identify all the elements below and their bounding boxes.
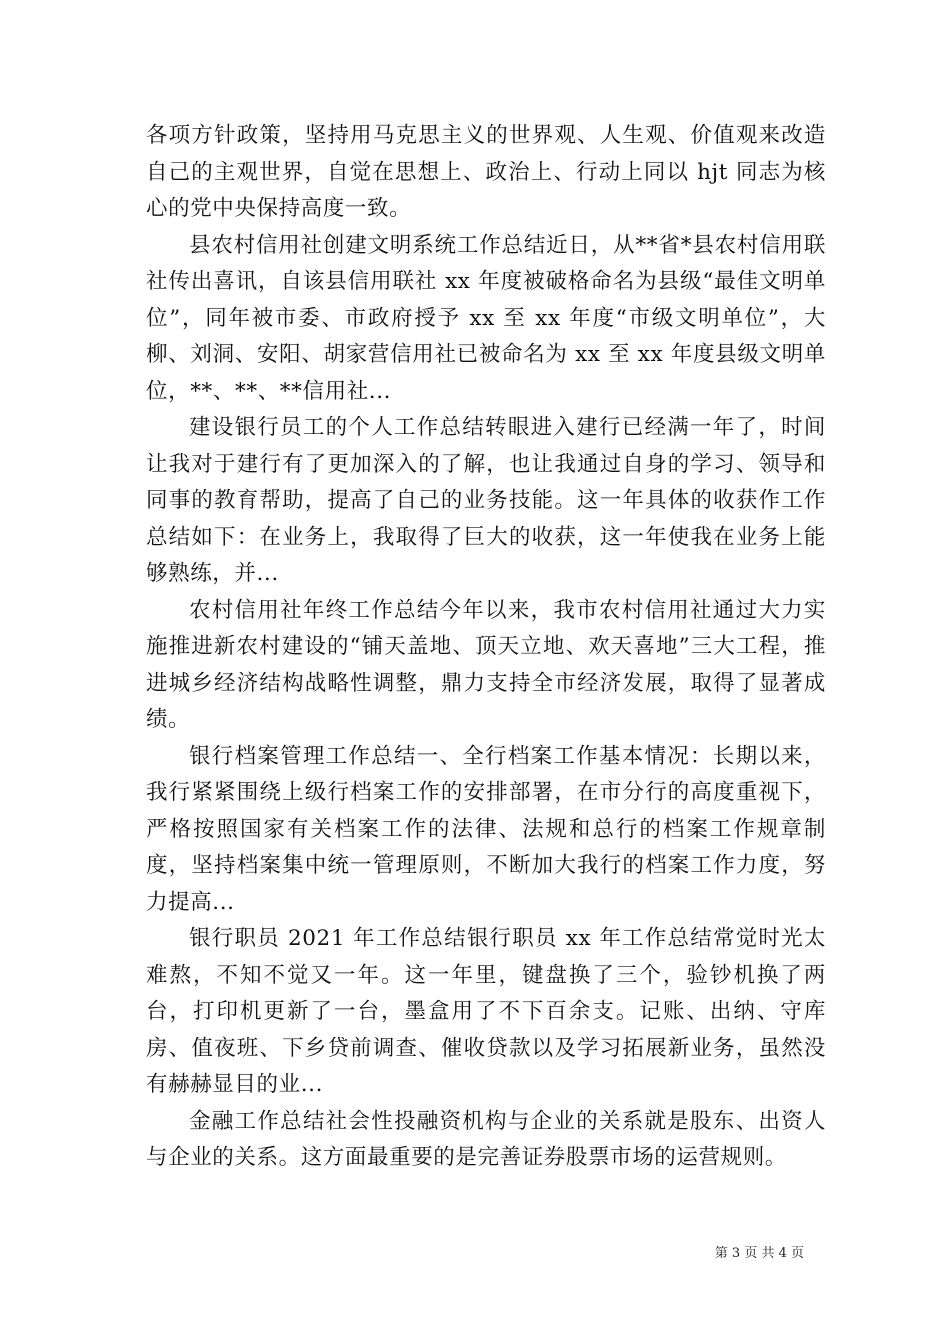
paragraph-rural-credit-year-end: 农村信用社年终工作总结今年以来，我市农村信用社通过大力实施推进新农村建设的“铺天盖地、顶天立地、欢天喜地”三大工程，推进城乡经济结构战略性调整，鼎力支持全市经济发展，取得了显著成绩。 xyxy=(146,597,826,732)
page-number: 第 3 页 共 4 页 xyxy=(714,1246,804,1261)
document-body xyxy=(146,118,826,1177)
paragraph-ccb-employee-summary: 建设银行员工的个人工作总结转眼进入建行已经满一年了，时间让我对于建行有了更加深入的了解，也让我通过自身的学习、领导和同事的教育帮助，提高了自己的业务技能。这一年具体的收获作工作总结如下：在业务上，我取得了巨大的收获，这一年使我在业务上能够熟练，并... xyxy=(146,415,826,586)
page-footer xyxy=(0,1245,950,1267)
paragraph-finance-summary: 金融工作总结社会性投融资机构与企业的关系就是股东、出资人与企业的关系。这方面最重要的是完善证券股票市场的运营规则。 xyxy=(146,1108,826,1170)
paragraph-bank-archives: 银行档案管理工作总结一、全行档案工作基本情况：长期以来，我行紧紧围绕上级行档案工作的安排部署，在市分行的高度重视下，严格按照国家有关档案工作的法律、法规和总行的档案工作规章制度，坚持档案集中统一管理原则，不断加大我行的档案工作力度，努力提高... xyxy=(146,743,826,915)
paragraph-continuation: 各项方针政策，坚持用马克思主义的世界观、人生观、价值观来改造自己的主观世界，自觉在思想上、政治上、行动上同以 hjt 同志为核心的党中央保持高度一致。 xyxy=(146,123,826,221)
paragraph-bank-clerk-2021: 银行职员 2021 年工作总结银行职员 xx 年工作总结常觉时光太难熬，不知不觉又一年。这一年里，键盘换了三个，验钞机换了两台，打印机更新了一台，墨盒用了不下百余支。记账、出纳、守库房、值夜班、下乡贷前调查、催收贷款以及学习拓展新业务，虽然没有赫赫显目的业... xyxy=(146,926,826,1097)
paragraph-credit-union-civilization: 县农村信用社创建文明系统工作总结近日，从**省*县农村信用联社传出喜讯，自该县信用联社 xx 年度被破格命名为县级“最佳文明单位”，同年被市委、市政府授予 xx 至 xx 年度“市级文明单位”，大柳、刘洞、安阳、胡家营信用社已被命名为 xx 至 xx 年度县级文明单位，**、**、**信用社... xyxy=(146,232,826,404)
